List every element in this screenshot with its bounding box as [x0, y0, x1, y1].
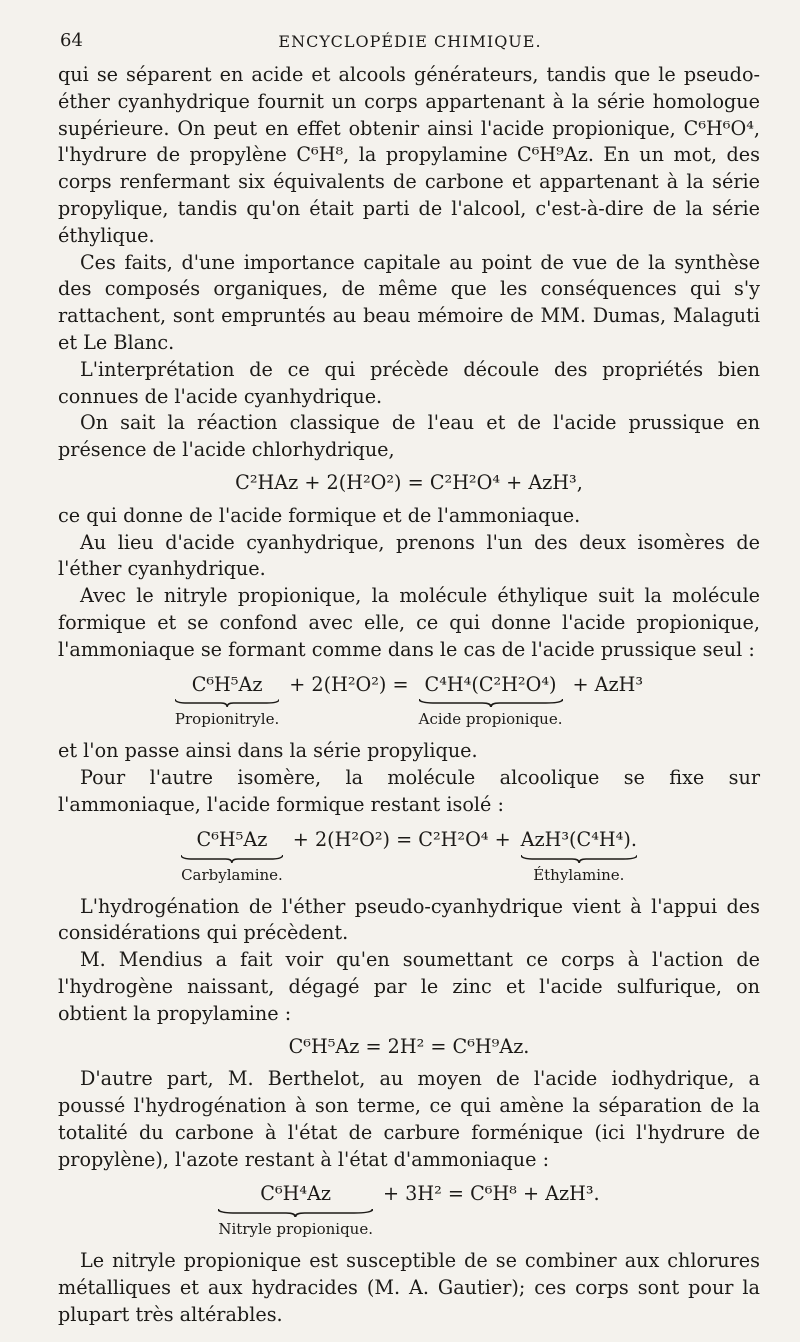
paragraph-facts: Ces faits, d'une importance capitale au point de vue de la synthèse des composés organiques, de même que les conséquences qui s'y rattachent, sont empruntés au beau mémoire de MM. Dumas, Malaguti et Le Blanc.	[58, 250, 760, 354]
paragraph-closing: Le nitryle propionique est susceptible de se combiner aux chlorures métalliques et aux hydracides (M. A. Gautier); ces corps sont pour la plupart très altérables.	[58, 1249, 760, 1326]
page-number: 64	[60, 30, 83, 51]
paragraph-reaction-intro: On sait la réaction classique de l'eau et de l'acide prussique en présence de l'acide chlorhydrique,	[58, 411, 760, 462]
formula-carbylamine	[58, 827, 760, 884]
formula-carbylamine-right: AzH³(C⁴H⁴).	[520, 827, 637, 851]
running-head: ENCYCLOPÉDIE CHIMIQUE.	[278, 32, 542, 51]
underbrace	[218, 1208, 373, 1218]
formula-propionitryle-right: C⁴H⁴(C²H²O⁴)	[424, 672, 557, 696]
page-body	[58, 62, 760, 1329]
formula-nitryle-left: C⁶H⁴Az	[260, 1182, 332, 1206]
formula-propionitryle-middle: + 2(H²O²) =	[289, 672, 409, 696]
underbrace	[181, 854, 283, 864]
paragraph-continuation: qui se séparent en acide et alcools générateurs, tandis que le pseudo-éther cyanhydrique fournit un corps appartenant à la série homologue supérieure. On peut en effet obtenir ainsi l'acide propionique, C⁶H⁶O⁴, l'hydrure de propylène C⁶H⁸, la propylamine C⁶H⁹Az. En un mot, des corps renfermant six équivalents de carbone et appartenant à la série propylique, tandis qu'on était parti de l'alcool, c'est-à-dire de la série éthylique.	[58, 63, 760, 247]
page-header	[60, 30, 760, 58]
paragraph-berthelot: D'autre part, M. Berthelot, au moyen de l'acide iodhydrique, a poussé l'hydrogénation à son terme, ce qui amène la séparation de la totalité du carbone à l'état de carbure forménique (ici l'hydrure de propylène), l'azote restant à l'état d'ammoniaque :	[58, 1067, 760, 1171]
formula-prussic-acid: C²HAz + 2(H²O²) = C²H²O⁴ + AzH³,	[235, 470, 583, 494]
paragraph-mendius: M. Mendius a fait voir qu'en soumettant ce corps à l'action de l'hydrogène naissant, dégagé par le zinc et l'acide sulfurique, on obtient la propylamine :	[58, 948, 760, 1025]
label-propionic-acid: Acide propionique.	[418, 710, 563, 729]
underbrace	[521, 854, 637, 864]
formula-propionitryle	[58, 672, 760, 729]
formula-nitryle-rest: + 3H² = C⁶H⁸ + AzH³.	[382, 1182, 600, 1206]
paragraph-other-isomer: Pour l'autre isomère, la molécule alcoolique se fixe sur l'ammoniaque, l'acide formique restant isolé :	[58, 766, 760, 816]
underbrace	[419, 698, 563, 708]
formula-term-propionitryle	[175, 672, 279, 729]
paragraph-result: ce qui donne de l'acide formique et de l'ammoniaque.	[58, 503, 581, 527]
label-propionitryle: Propionitryle.	[174, 710, 280, 729]
paragraph-propylic: et l'on passe ainsi dans la série propylique.	[58, 739, 478, 763]
formula-propionitryle-end: + AzH³	[572, 672, 644, 696]
paragraph-hydrogenation: L'hydrogénation de l'éther pseudo-cyanhydrique vient à l'appui des considérations qui précèdent.	[58, 894, 760, 945]
underbrace	[175, 698, 279, 708]
paragraph-nitryle: Avec le nitryle propionique, la molécule éthylique suit la molécule formique et se confond avec elle, ce qui donne l'acide propionique, l'ammoniaque se formant comme dans le cas de l'acide prussique seul :	[58, 584, 760, 661]
formula-carbylamine-middle: + 2(H²O²) = C²H²O⁴ +	[292, 827, 511, 851]
label-carbylamine: Carbylamine.	[181, 865, 283, 884]
formula-propionitryle-left: C⁶H⁵Az	[191, 672, 263, 696]
paragraph-isomer: Au lieu d'acide cyanhydrique, prenons l'un des deux isomères de l'éther cyanhydrique.	[58, 530, 760, 581]
formula-term-ethylamine	[521, 827, 637, 884]
formula-carbylamine-left: C⁶H⁵Az	[196, 827, 268, 851]
formula-term-nitryle	[218, 1181, 373, 1238]
paragraph-interpretation: L'interprétation de ce qui précède découle des propriétés bien connues de l'acide cyanhydrique.	[58, 357, 760, 408]
formula-term-carbylamine	[181, 827, 283, 884]
formula-term-propionic-acid	[419, 672, 563, 729]
label-ethylamine: Éthylamine.	[533, 865, 625, 884]
formula-propylamine: C⁶H⁵Az = 2H² = C⁶H⁹Az.	[288, 1034, 530, 1058]
formula-nitryle-propionique	[58, 1181, 760, 1238]
label-nitryle-propionique: Nitryle propionique.	[218, 1220, 373, 1239]
